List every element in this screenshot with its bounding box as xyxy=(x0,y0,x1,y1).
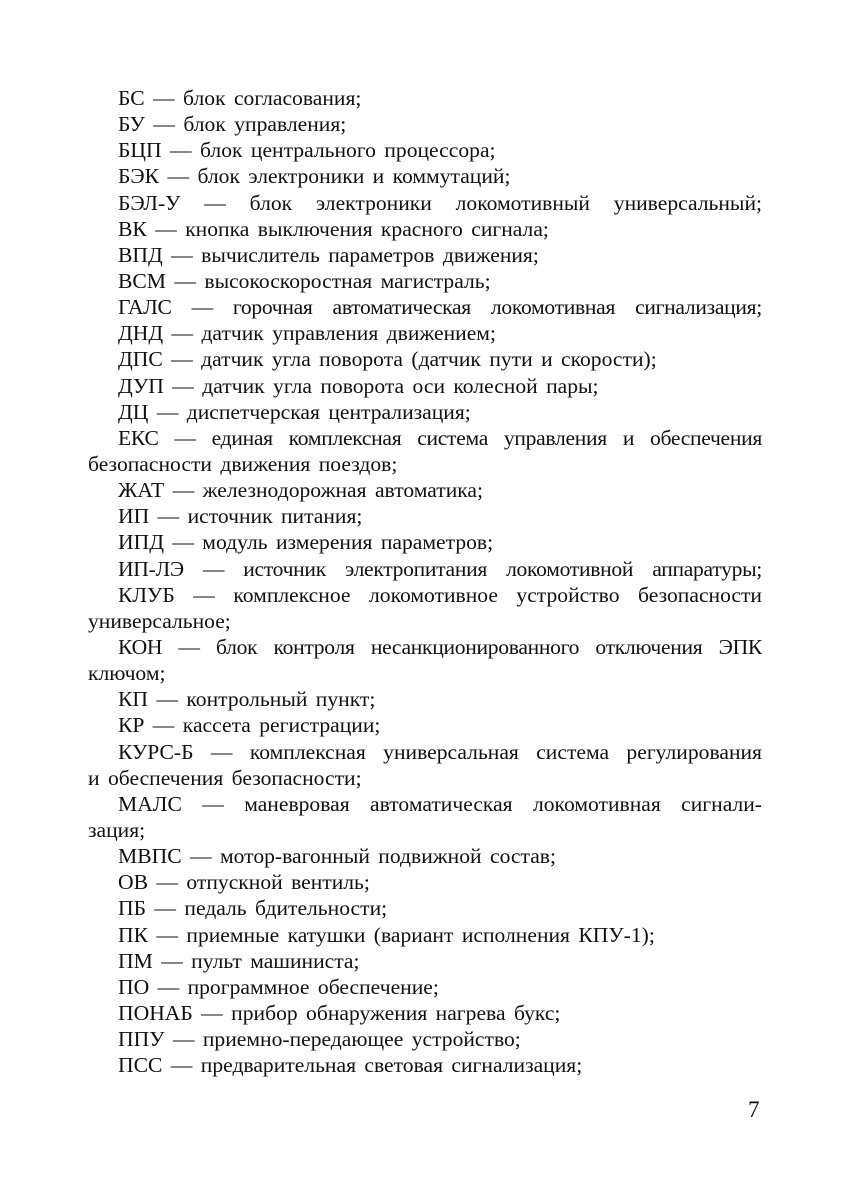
abbreviation-entry xyxy=(88,190,762,216)
entry-line: МАЛС — маневровая автоматическая локомотивная сигнали- xyxy=(118,791,762,816)
entry-line: КП — контрольный пункт; xyxy=(118,687,376,712)
entry-line: ГАЛС — горочная автоматическая локомотивная сигнализация; xyxy=(118,295,762,320)
abbreviation-entry xyxy=(88,686,762,712)
entry-line: ВК — кнопка выключения красного сигнала; xyxy=(118,216,549,241)
abbreviation-entry xyxy=(88,556,762,582)
entry-line: БЭК — блок электроники и коммутаций; xyxy=(118,164,511,189)
entry-line: ПК — приемные катушки (вариант исполнения КПУ-1); xyxy=(118,922,655,947)
abbreviation-entry xyxy=(88,1000,762,1026)
abbreviation-entry xyxy=(88,85,762,111)
abbreviation-entry xyxy=(88,373,762,399)
entry-line: ПОНАБ — прибор обнаружения нагрева букс; xyxy=(118,1000,561,1025)
entry-line: ОВ — отпускной вентиль; xyxy=(118,870,370,895)
abbreviation-entry xyxy=(88,111,762,137)
entry-line: БС — блок согласования; xyxy=(118,86,362,110)
abbreviation-entry xyxy=(88,869,762,895)
abbreviation-entry xyxy=(88,320,762,346)
entry-line: ЕКС — единая комплексная система управления и обеспечения xyxy=(118,425,762,450)
entry-line: ВСМ — высокоскоростная магистраль; xyxy=(118,268,491,293)
abbreviation-entry xyxy=(88,137,762,163)
abbreviation-entry xyxy=(88,1052,762,1078)
entry-line: БУ — блок управления; xyxy=(118,112,347,137)
abbreviation-entry xyxy=(88,529,762,555)
entry-continuation-line: универсальное; xyxy=(88,608,231,633)
abbreviation-entry xyxy=(88,294,762,320)
entry-line: ИП — источник питания; xyxy=(118,504,363,529)
abbreviation-entry xyxy=(88,346,762,372)
entry-line: ДУП — датчик угла поворота оси колесной пары; xyxy=(118,373,599,398)
abbreviation-entry xyxy=(88,843,762,869)
abbreviation-entry xyxy=(88,712,762,738)
entry-line: ИПД — модуль измерения параметров; xyxy=(118,530,494,555)
entry-line: БЭЛ-У — блок электроники локомотивный универсальный; xyxy=(118,190,762,215)
abbreviations-list xyxy=(88,85,762,1078)
entry-line: ПМ — пульт машиниста; xyxy=(118,948,360,973)
abbreviation-entry xyxy=(88,922,762,948)
entry-continuation-line: и обеспечения безопасности; xyxy=(88,765,362,790)
abbreviation-entry xyxy=(88,242,762,268)
abbreviation-entry xyxy=(88,399,762,425)
entry-continuation-line: ключом; xyxy=(88,661,166,686)
abbreviation-entry xyxy=(88,163,762,189)
entry-line: ДЦ — диспетчерская централизация; xyxy=(118,399,471,424)
abbreviation-entry xyxy=(88,739,762,791)
abbreviation-entry xyxy=(88,634,762,686)
entry-continuation-line: зация; xyxy=(88,817,146,842)
abbreviation-entry xyxy=(88,425,762,477)
entry-line: КУРС-Б — комплексная универсальная система регулирования xyxy=(118,739,762,764)
entry-line: МВПС — мотор-вагонный подвижной состав; xyxy=(118,844,556,869)
entry-line: ППУ — приемно-передающее устройство; xyxy=(118,1027,521,1052)
entry-line: КЛУБ — комплексное локомотивное устройство безопасности xyxy=(118,582,762,607)
entry-line: ПБ — педаль бдительности; xyxy=(118,896,388,921)
abbreviation-entry xyxy=(88,268,762,294)
abbreviation-entry xyxy=(88,477,762,503)
abbreviation-entry xyxy=(88,582,762,634)
abbreviation-entry xyxy=(88,974,762,1000)
entry-line: КР — кассета регистрации; xyxy=(118,713,381,738)
entry-line: КОН — блок контроля несанкционированного отключения ЭПК xyxy=(118,634,762,659)
entry-line: ПСС — предварительная световая сигнализация; xyxy=(118,1053,583,1078)
entry-continuation-line: безопасности движения поездов; xyxy=(88,451,398,476)
entry-line: ДПС — датчик угла поворота (датчик пути и скорости); xyxy=(118,347,657,372)
abbreviation-entry xyxy=(88,791,762,843)
entry-line: ПО — программное обеспечение; xyxy=(118,974,439,999)
abbreviation-entry xyxy=(88,948,762,974)
entry-line: ИП-ЛЭ — источник электропитания локомотивной аппаратуры; xyxy=(118,556,762,581)
page-number: 7 xyxy=(748,1097,760,1122)
entry-line: БЦП — блок центрального процессора; xyxy=(118,138,496,163)
abbreviation-entry xyxy=(88,895,762,921)
entry-line: ВПД — вычислитель параметров движения; xyxy=(118,242,539,267)
abbreviation-entry xyxy=(88,1026,762,1052)
entry-line: ЖАТ — железнодорожная автоматика; xyxy=(118,478,484,503)
abbreviation-entry xyxy=(88,503,762,529)
abbreviation-entry xyxy=(88,216,762,242)
entry-line: ДНД — датчик управления движением; xyxy=(118,321,496,346)
